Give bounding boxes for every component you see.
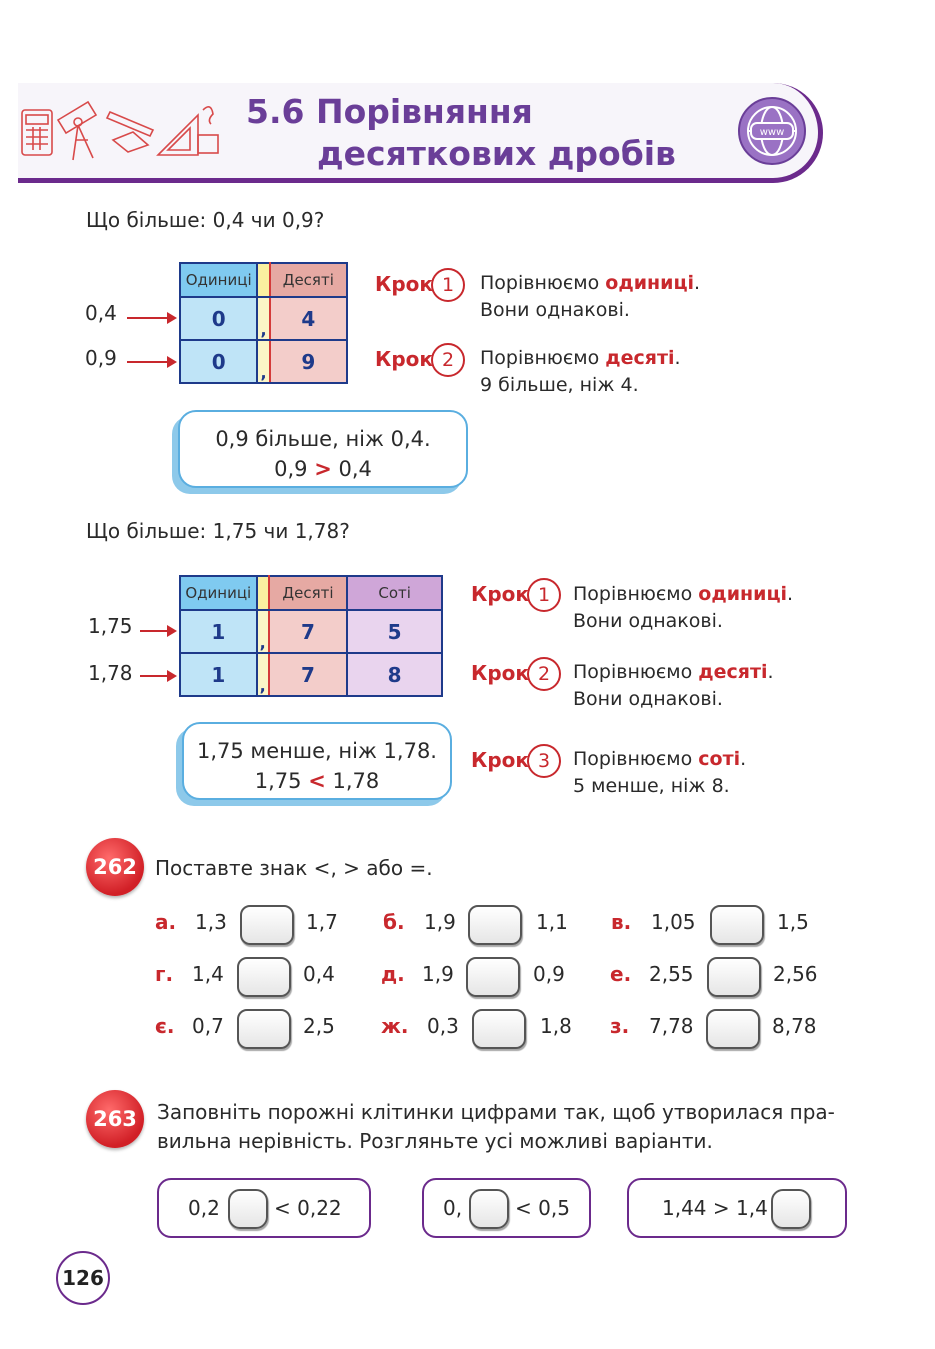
cell-comma: , — [257, 653, 269, 696]
place-value-table-2 — [179, 575, 443, 697]
item-letter: є. — [155, 1014, 175, 1038]
item-right-value: 1,7 — [306, 910, 338, 934]
step-description: Порівнюємо одиниці. Вони однакові. — [573, 583, 794, 632]
digit-blank[interactable] — [469, 1189, 509, 1229]
item-letter: з. — [610, 1014, 630, 1038]
step-description: Порівнюємо десяті. 9 більше, ніж 4. — [480, 347, 681, 396]
item-letter: д. — [381, 962, 405, 986]
item-letter: г. — [155, 962, 174, 986]
step-number-badge: 1 — [431, 268, 465, 302]
item-right-value: 1,1 — [536, 910, 568, 934]
answer-blank[interactable] — [466, 957, 520, 997]
result-sentence: 0,9 більше, ніж 0,4. — [215, 427, 431, 451]
item-right-value: 2,56 — [773, 962, 818, 986]
answer-blank[interactable] — [237, 957, 291, 997]
digit-blank[interactable] — [771, 1189, 811, 1229]
comma-column — [257, 263, 269, 297]
item-right-value: 0,9 — [533, 962, 565, 986]
item-letter: ж. — [381, 1014, 409, 1038]
cell-tenths: 7 — [269, 610, 348, 653]
inequality-left: 0, — [443, 1196, 463, 1220]
item-left-value: 2,55 — [649, 962, 694, 986]
header-tenths: Десяті — [269, 576, 348, 610]
step-word: Крок — [471, 748, 529, 772]
item-left-value: 7,78 — [649, 1014, 694, 1038]
item-right-value: 2,5 — [303, 1014, 335, 1038]
chapter-title-line2: десяткових дробів — [317, 134, 676, 173]
answer-blank[interactable] — [707, 957, 761, 997]
step-number-badge: 1 — [527, 578, 561, 612]
header-units: Одиниці — [180, 263, 257, 297]
row-label: 1,78 — [88, 661, 133, 685]
item-right-value: 1,8 — [540, 1014, 572, 1038]
example1-question: Що більше: 0,4 чи 0,9? — [86, 208, 325, 232]
item-left-value: 1,9 — [424, 910, 456, 934]
item-left-value: 1,3 — [195, 910, 227, 934]
cell-hundredths: 5 — [347, 610, 442, 653]
math-tools-doodles-icon — [18, 90, 238, 175]
exercise-instruction: Поставте знак <, > або =. — [155, 856, 433, 880]
step-description: Порівнюємо соті. 5 менше, ніж 8. — [573, 748, 747, 797]
result-box-2 — [182, 722, 452, 800]
cell-hundredths: 8 — [347, 653, 442, 696]
item-left-value: 0,3 — [427, 1014, 459, 1038]
step-word: Крок — [471, 582, 529, 606]
step-number-badge: 2 — [431, 343, 465, 377]
cell-tenths: 9 — [270, 340, 347, 383]
arrow-right-icon — [127, 317, 175, 319]
step-description: Порівнюємо одиниці. Вони однакові. — [480, 272, 701, 321]
answer-blank[interactable] — [710, 905, 764, 945]
item-left-value: 1,05 — [651, 910, 696, 934]
row-label: 0,9 — [85, 346, 117, 370]
arrow-right-icon — [140, 675, 175, 677]
answer-blank[interactable] — [706, 1009, 760, 1049]
item-letter: в. — [611, 910, 632, 934]
answer-blank[interactable] — [237, 1009, 291, 1049]
globe-web-icon[interactable] — [737, 96, 807, 166]
page-number: 126 — [56, 1251, 110, 1305]
cell-tenths: 4 — [270, 297, 347, 340]
web-label: www — [759, 127, 785, 138]
cell-comma: , — [257, 610, 269, 653]
header-hundredths: Соті — [347, 576, 442, 610]
exercise-number-badge: 263 — [86, 1090, 144, 1148]
digit-blank[interactable] — [228, 1189, 268, 1229]
place-value-table-1 — [179, 262, 348, 384]
row-label: 1,75 — [88, 614, 133, 638]
chapter-title-line1: 5.6 Порівняння — [246, 92, 533, 131]
arrow-right-icon — [140, 630, 175, 632]
item-left-value: 1,4 — [192, 962, 224, 986]
exercise-instruction-line1: Заповніть порожні клітинки цифрами так, щоб утворилася пра- — [157, 1100, 835, 1124]
inequality-left: 0,2 — [188, 1196, 220, 1220]
item-right-value: 0,4 — [303, 962, 335, 986]
item-right-value: 8,78 — [772, 1014, 817, 1038]
result-sentence: 1,75 менше, ніж 1,78. — [196, 739, 437, 763]
step-word: Крок — [471, 661, 529, 685]
answer-blank[interactable] — [472, 1009, 526, 1049]
step-description: Порівнюємо десяті. Вони однакові. — [573, 661, 774, 710]
cell-comma: , — [257, 340, 269, 383]
exercise-number-badge: 262 — [86, 838, 144, 896]
comma-column — [257, 576, 269, 610]
result-inequality: 1,75 < 1,78 — [254, 769, 380, 793]
exercise-instruction-line2: вильна нерівність. Розгляньте усі можливі варіанти. — [157, 1129, 713, 1153]
cell-units: 1 — [180, 653, 257, 696]
inequality-left: 1,44 > 1,4 — [662, 1196, 768, 1220]
example2-question: Що більше: 1,75 чи 1,78? — [86, 519, 350, 543]
header-tenths: Десяті — [270, 263, 347, 297]
cell-units: 1 — [180, 610, 257, 653]
item-left-value: 0,7 — [192, 1014, 224, 1038]
step-number-badge: 3 — [527, 744, 561, 778]
cell-comma: , — [257, 297, 269, 340]
step-word: Крок — [375, 272, 433, 296]
item-letter: а. — [155, 910, 177, 934]
cell-units: 0 — [180, 340, 257, 383]
cell-units: 0 — [180, 297, 257, 340]
arrow-right-icon — [127, 361, 175, 363]
header-units: Одиниці — [180, 576, 257, 610]
item-letter: б. — [383, 910, 405, 934]
item-right-value: 1,5 — [777, 910, 809, 934]
step-number-badge: 2 — [527, 657, 561, 691]
step-word: Крок — [375, 347, 433, 371]
item-left-value: 1,9 — [422, 962, 454, 986]
inequality-right: < 0,5 — [515, 1196, 570, 1220]
answer-blank[interactable] — [468, 905, 522, 945]
item-letter: е. — [610, 962, 632, 986]
row-label: 0,4 — [85, 301, 117, 325]
cell-tenths: 7 — [269, 653, 348, 696]
result-inequality: 0,9 > 0,4 — [274, 457, 372, 481]
inequality-right: < 0,22 — [274, 1196, 342, 1220]
result-box-1 — [178, 410, 468, 488]
answer-blank[interactable] — [240, 905, 294, 945]
